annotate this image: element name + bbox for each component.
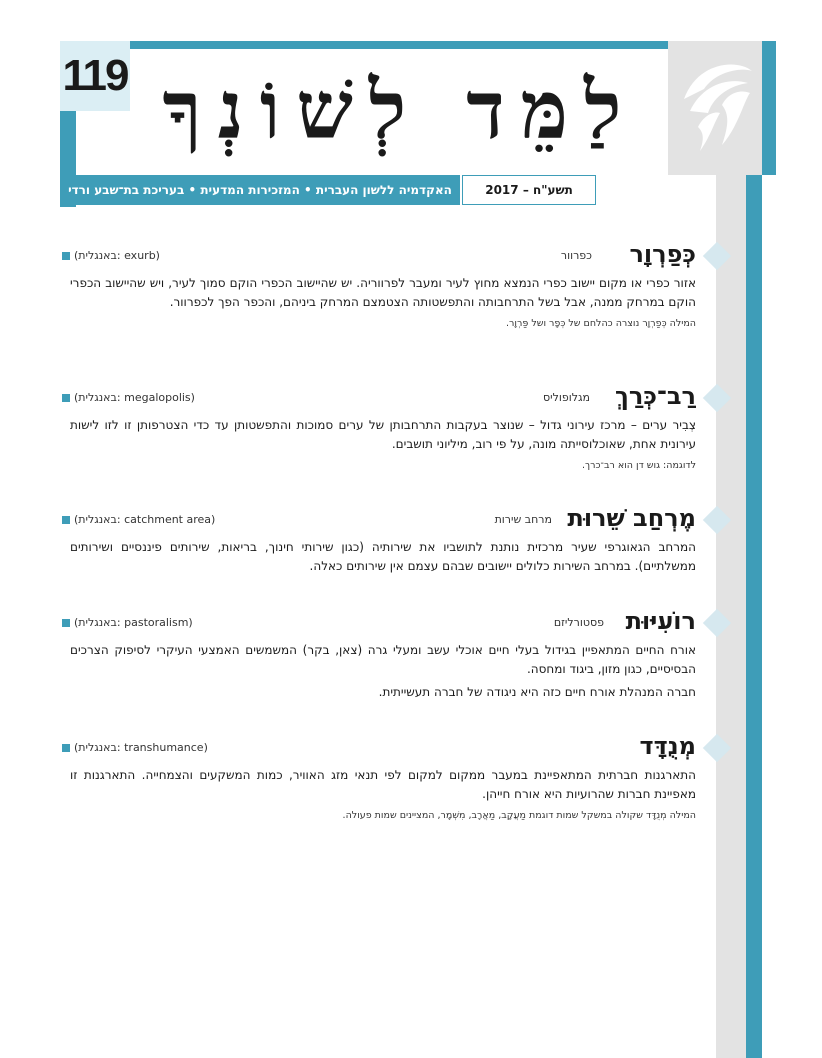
entry-menudad [62, 728, 702, 821]
term-title: רַב־כְּרַךְ [615, 382, 696, 410]
english-gloss: (באנגלית: catchment area) [74, 513, 216, 526]
definition: התארגנות חברתית המתאפיינת במעבר ממקום למקום לפי תנאי מזג האוויר, כמות המשקעים והצמחייה. התארגנות זו מאפיינת חברות שהרועיות היא אורח חייהן. [70, 768, 696, 801]
publisher-bar: האקדמיה ללשון העברית • המזכירות המדעית • בעריכת בת־שבע ורדי [60, 175, 460, 205]
academy-logo [668, 41, 762, 175]
definition: אורח החיים המתאפיין בגידול בעלי חיים אוכלי עשב ומעלי גרה (צאן, בקר) המשמשים האמצעי העיקרי לסיפוק הצרכים הבסיסיים, כגון מזון, ביגוד ומחסה. [70, 643, 696, 676]
logo-accent-bar [762, 41, 776, 175]
definition: המרחב הגאוגרפי שעיר מרכזית נותנת לתושביו את שירותיה (כגון שירותי חינוך, בריאות, שירותים פיננסיים ושירותים ממשלתיים). במרחב השירות כלולים יישובים שבהם עצמם אין שירותים כאלה. [70, 540, 696, 573]
side-strip-teal [746, 175, 762, 1058]
masthead-title: לַמֵּד לְשׁוֹנְךָ [162, 62, 638, 157]
english-gloss: (באנגלית: pastoralism) [74, 616, 193, 629]
alt-term: פסטורליזם [553, 616, 604, 629]
bullet-square-icon [62, 394, 70, 402]
english-gloss: (באנגלית: megalopolis) [74, 391, 195, 404]
usage-note: המילה כְּפַרְוָר נוצרה כהלחם של כְּפָר ושל פַּרְוָר. [506, 318, 696, 329]
usage-note: המילה מְנֻדָּד שקולה במשקל שמות דוגמת מַעֲקָב, מַאֲרָב, מִשְׁמָר, המציינים שמות פעולה. [342, 810, 696, 821]
term-title: מְנֻדָּד [639, 732, 696, 760]
definition-extra: חברה המנהלת אורח חיים כזה היא ניגודה של חברה תעשייתית. [378, 685, 696, 699]
alt-term: מרחב שירות [494, 513, 552, 526]
entry-roiyut [62, 603, 702, 702]
year-label: תשע"ח – 2017 [462, 175, 596, 205]
term-title: כְּפַרְוָר [629, 240, 696, 268]
entry-merhav-sherut [62, 500, 702, 576]
english-gloss: (באנגלית: transhumance) [74, 741, 208, 754]
entry-rav-kerakh [62, 378, 702, 471]
definition: אזור כפרי או מקום יישוב כפרי הנמצא מחוץ לעיר ומעבר לפרווריה. יש שהיישוב הכפרי הוקם סמוך לעיר, ויש שהיישוב הכפרי הוקם במרחק ממנה, אבל בשל התרחבותה והתפשטותה הצטמצם המרחק ביניהם, והכפר הפך לכפרוור. [70, 276, 696, 309]
alt-term: כפרוור [560, 249, 592, 262]
english-gloss: (באנגלית: exurb) [74, 249, 160, 262]
bullet-square-icon [62, 516, 70, 524]
usage-note: לדוגמה: גוש דן הוא רב־כרך. [582, 460, 696, 471]
entry-kefarvar [62, 236, 702, 329]
term-title: מֶרְחַב שֵׁרוּת [567, 504, 696, 532]
bullet-square-icon [62, 619, 70, 627]
issue-number: 119 [60, 41, 130, 111]
header-top-bar [130, 41, 668, 49]
bullet-square-icon [62, 744, 70, 752]
bullet-square-icon [62, 252, 70, 260]
academy-logo-icon [668, 41, 762, 175]
alt-term: מגלופוליס [543, 391, 590, 404]
definition: צְבִיר ערים – מרכז עירוני גדול – שנוצר בעקבות התרחבותן של ערים סמוכות והתפשטותן עד כדי הצטרפותן זו לזו לישות עירונית אחת, שאוכלוסייתה מונה, על פי רוב, מיליוני תושבים. [70, 418, 696, 451]
term-title: רוֹעִיּוּת [625, 607, 696, 635]
